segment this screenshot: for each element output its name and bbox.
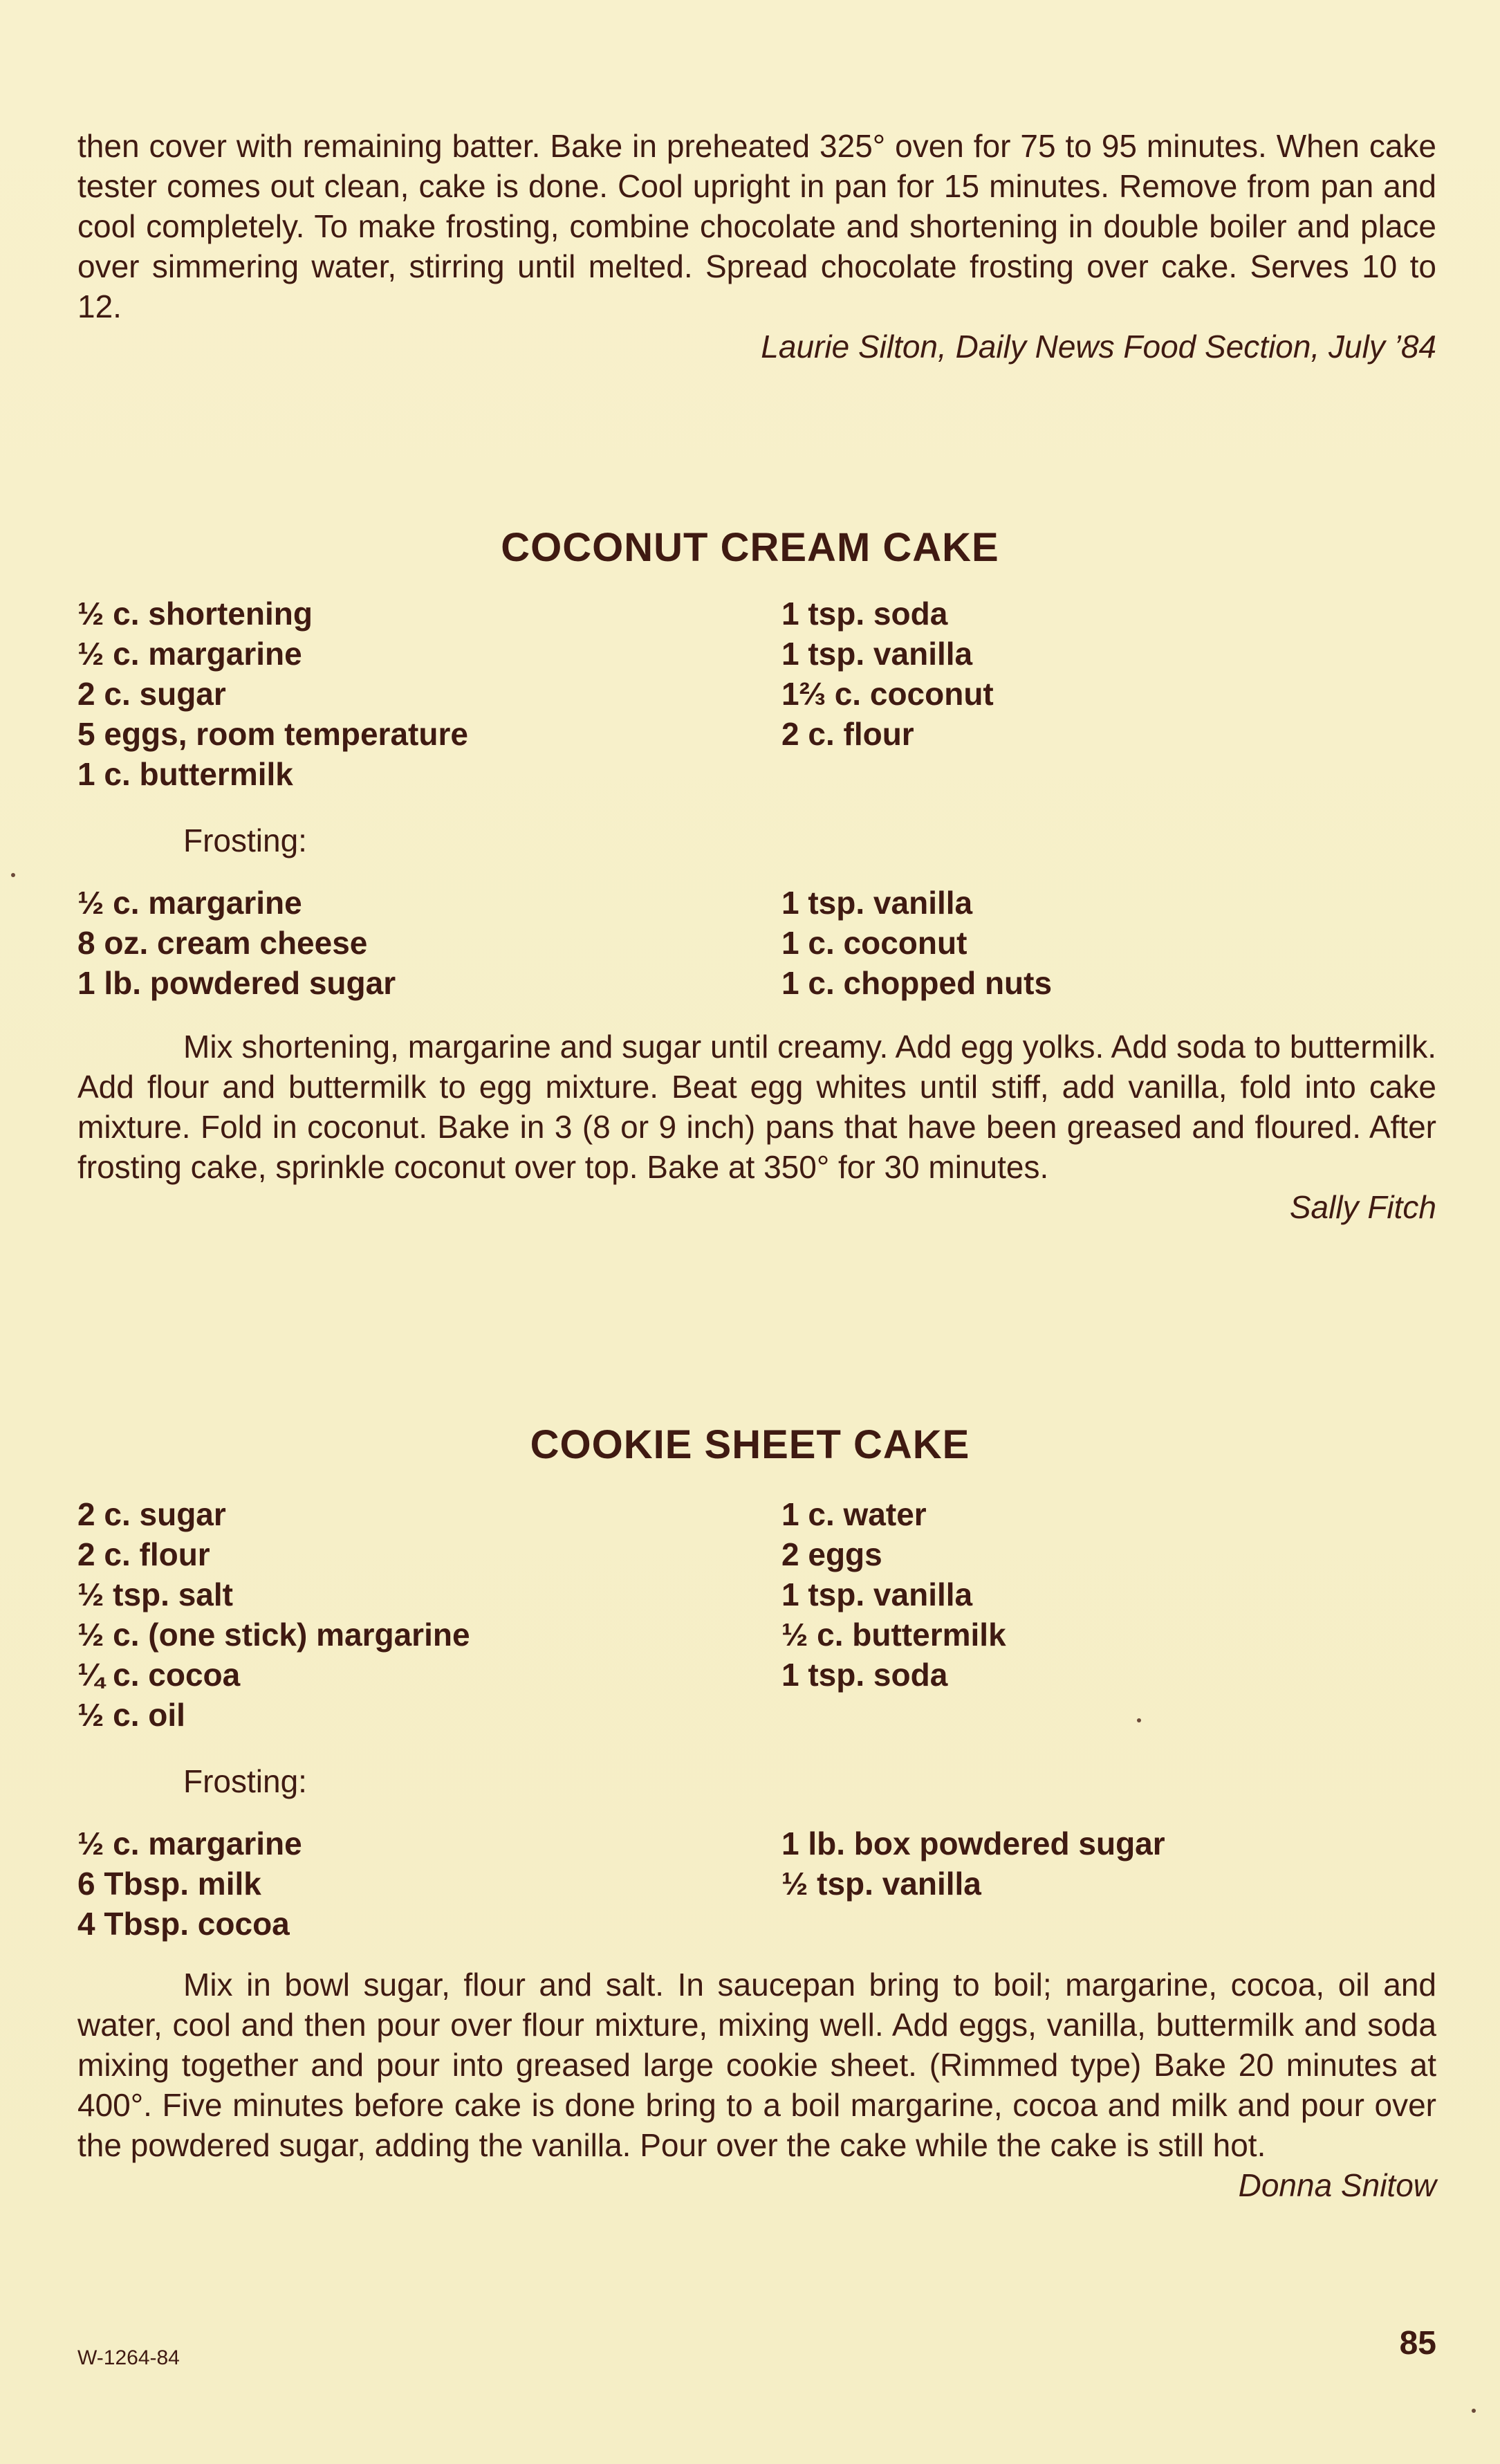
- cookie-frosting-ingredients: [77, 1823, 1436, 1944]
- paper-speck: [11, 873, 15, 877]
- cookie-frosting-right: [781, 1823, 1436, 1944]
- ingredient: ½ c. oil: [77, 1697, 185, 1733]
- paper-speck: [1472, 2409, 1476, 2413]
- ingredient: 1⅔ c. coconut: [781, 676, 994, 712]
- ingredient: 1 tsp. soda: [781, 1657, 948, 1693]
- ingredient: ½ c. margarine: [77, 1826, 302, 1861]
- coconut-frosting-label: Frosting:: [183, 822, 307, 858]
- ingredient: 2 eggs: [781, 1536, 882, 1572]
- ingredient: 4 Tbsp. cocoa: [77, 1906, 290, 1942]
- cookie-frosting-label: Frosting:: [183, 1763, 307, 1799]
- ingredient: 5 eggs, room temperature: [77, 716, 468, 752]
- coconut-cream-cake-title: COCONUT CREAM CAKE: [501, 525, 999, 570]
- coconut-frosting-right: [781, 883, 1436, 1003]
- page-number: 85: [1399, 2325, 1436, 2362]
- cookie-directions: Mix in bowl sugar, flour and salt. In saucepan bring to boil; margarine, cocoa, oil and water, cool and then pour over flour mixture, mixing well. Add eggs, vanilla, buttermilk and soda mixing together and pour into greased large cookie sheet. (Rimmed type) Bake 20 minutes at 400°. Five minutes before cake is done bring to a boil margarine, cocoa and milk and pour over the powdered sugar, adding the vanilla. Pour over the cake while the cake is still hot.: [77, 1967, 1436, 2163]
- cookie-frosting-left: [77, 1823, 781, 1944]
- ingredient: 2 c. flour: [77, 1536, 210, 1572]
- ingredient: 1 lb. box powdered sugar: [781, 1826, 1165, 1861]
- intro-paragraph: then cover with remaining batter. Bake in preheated 325° oven for 75 to 95 minutes. When cake tester comes out clean, cake is done. Cool upright in pan for 15 minutes. Remove from pan and cool completely. To make frosting, combine chocolate and shortening in double boiler and place over simmering water, stirring until melted. Spread chocolate frosting over cake. Serves 10 to 12.: [77, 128, 1436, 324]
- cookie-ingredients: [77, 1494, 1436, 1735]
- cookie-ingredients-right: [781, 1494, 1436, 1735]
- coconut-frosting-left: [77, 883, 781, 1003]
- ingredient: 1 tsp. vanilla: [781, 885, 973, 921]
- ingredient: 1 tsp. vanilla: [781, 1576, 973, 1612]
- ingredient: 8 oz. cream cheese: [77, 925, 368, 961]
- ingredient: 1 tsp. vanilla: [781, 636, 973, 672]
- ingredient: 1 c. coconut: [781, 925, 967, 961]
- ingredient: ½ c. (one stick) margarine: [77, 1617, 470, 1653]
- coconut-ingredients: [77, 594, 1436, 794]
- ingredient: 2 c. sugar: [77, 676, 226, 712]
- ingredient: 1 lb. powdered sugar: [77, 965, 396, 1001]
- ingredient: ½ tsp. vanilla: [781, 1866, 981, 1902]
- ingredient: ¼ c. cocoa: [77, 1657, 241, 1693]
- coconut-credit: Sally Fitch: [1289, 1189, 1436, 1225]
- ingredient: 2 c. flour: [781, 716, 914, 752]
- ingredient: 6 Tbsp. milk: [77, 1866, 261, 1902]
- ingredient: ½ c. margarine: [77, 636, 302, 672]
- ingredient: ½ c. buttermilk: [781, 1617, 1006, 1653]
- cookie-credit: Donna Snitow: [1238, 2167, 1436, 2203]
- ingredient: ½ tsp. salt: [77, 1576, 233, 1612]
- intro-credit: Laurie Silton, Daily News Food Section, July ’84: [761, 329, 1436, 365]
- cookie-directions-section: [77, 1965, 1436, 2205]
- ingredient: 1 c. chopped nuts: [781, 965, 1053, 1001]
- ingredient: ½ c. shortening: [77, 596, 313, 632]
- ingredient: 1 c. water: [781, 1496, 927, 1532]
- ingredient: ½ c. margarine: [77, 885, 302, 921]
- ingredient: 2 c. sugar: [77, 1496, 226, 1532]
- cookie-sheet-cake-title: COOKIE SHEET CAKE: [530, 1422, 970, 1467]
- coconut-directions: Mix shortening, margarine and sugar until creamy. Add egg yolks. Add soda to buttermilk. Add flour and buttermilk to egg mixture. Beat egg whites until stiff, add vanilla, fold into cake mixture. Fold in coconut. Bake in 3 (8 or 9 inch) pans that have been greased and floured. After frosting cake, sprinkle coconut over top. Bake at 350° for 30 minutes.: [77, 1029, 1436, 1185]
- ingredient: 1 tsp. soda: [781, 596, 948, 632]
- cookie-ingredients-left: [77, 1494, 781, 1735]
- ingredient: 1 c. buttermilk: [77, 756, 293, 792]
- intro-section: [77, 126, 1436, 367]
- coconut-directions-section: [77, 1027, 1436, 1227]
- coconut-frosting-ingredients: [77, 883, 1436, 1003]
- footer-code: W-1264-84: [77, 2346, 180, 2369]
- coconut-ingredients-right: [781, 594, 1436, 794]
- coconut-ingredients-left: [77, 594, 781, 794]
- paper-speck: [1137, 1718, 1141, 1722]
